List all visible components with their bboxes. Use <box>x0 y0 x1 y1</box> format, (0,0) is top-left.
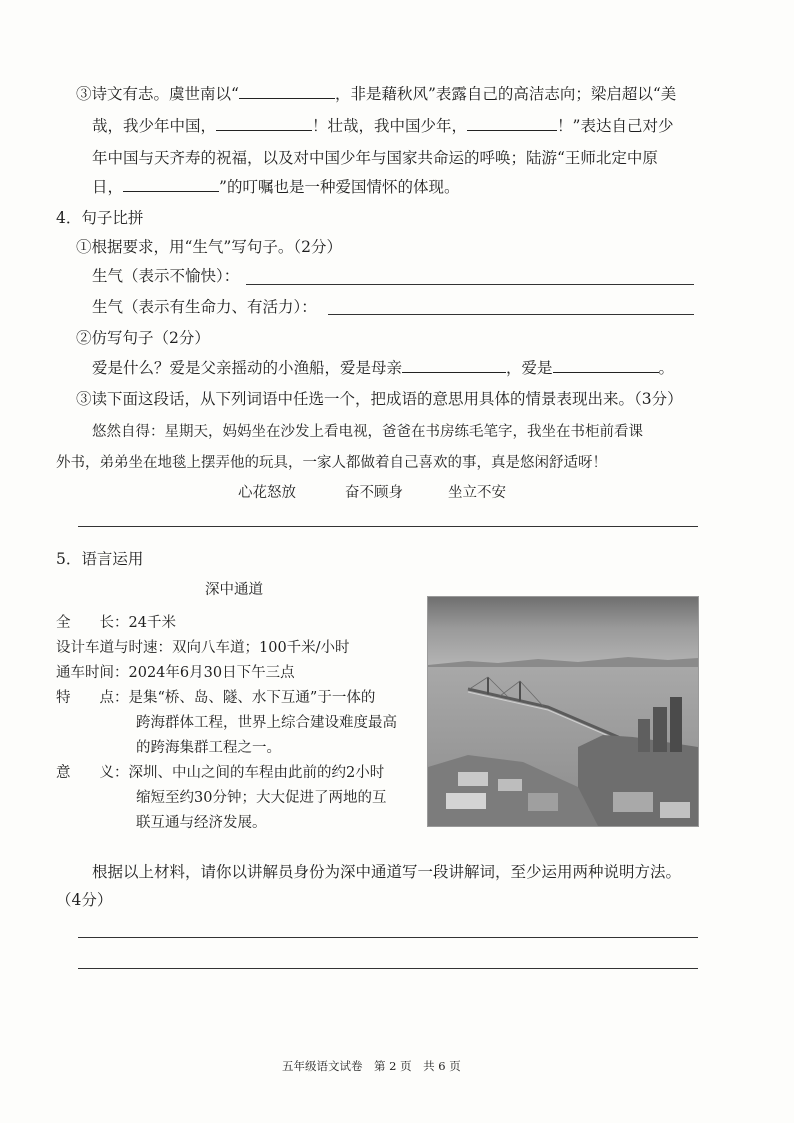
q5-title: 5．语言运用 <box>56 550 144 568</box>
answer-blank[interactable] <box>216 116 312 131</box>
q4-part1a-label: 生气（表示不愉快）： <box>92 267 240 285</box>
answer-blank[interactable] <box>553 358 659 373</box>
answer-blank[interactable] <box>123 177 219 192</box>
bridge-photo-illustration <box>428 597 698 826</box>
q3-line-3: 年中国与天齐寿的祝福，以及对中国少年与国家共命运的呼唤；陆游“王师北定中原 <box>92 149 658 167</box>
info-row: 特 点：是集“桥、岛、隧、水下互通”于一体的 <box>56 690 376 706</box>
answer-line[interactable] <box>78 526 698 527</box>
answer-line[interactable] <box>78 937 698 938</box>
q3-line-1: ③诗文有志。虞世南以“ ，非是藉秋风”表露自己的高洁志向；梁启超以“美 <box>76 85 677 103</box>
idiom-option-2: 奋不顾身 <box>345 485 403 501</box>
q4-paragraph-line-2: 外书，弟弟坐在地毯上摆弄他的玩具，一家人都做着自己喜欢的事，真是悠闲舒适呀！ <box>56 455 607 471</box>
info-row: 意 义：深圳、中山之间的车程由此前的约2小时 <box>56 765 385 781</box>
q4-part3: ③读下面这段话，从下列词语中任选一个，把成语的意思用具体的情景表现出来。（3分） <box>76 390 683 408</box>
info-caption: 深中通道 <box>205 582 263 598</box>
q4-title: 4．句子比拼 <box>56 209 144 227</box>
q5-task: 根据以上材料，请你以讲解员身份为深中通道写一段讲解词，至少运用两种说明方法。 <box>92 863 682 881</box>
answer-blank[interactable] <box>467 116 557 131</box>
q3-line-4: 日， ”的叮嘱也是一种爱国情怀的体现。 <box>92 178 460 196</box>
info-row: 设计车道与时速：双向八车道；100千米/小时 <box>56 640 350 656</box>
page-footer: 五年级语文试卷 第 2 页 共 6 页 <box>282 1059 461 1073</box>
q4-part2-sentence: 爱是什么？爱是父亲摇动的小渔船，爱是母亲 ，爱是 。 <box>92 359 675 377</box>
answer-line[interactable] <box>328 314 694 315</box>
info-row-continued: 跨海群体工程，世界上综合建设难度最高 <box>136 715 397 731</box>
q4-paragraph-line-1: 悠然自得：星期天，妈妈坐在沙发上看电视，爸爸在书房练毛笔字，我坐在书柜前看课 <box>92 424 643 440</box>
info-row-continued: 联互通与经济发展。 <box>136 815 267 831</box>
idiom-option-1: 心花怒放 <box>238 485 296 501</box>
q4-part1b-label: 生气（表示有生命力、有活力）： <box>92 298 317 316</box>
info-row: 全 长：24千米 <box>56 615 176 631</box>
info-row: 通车时间：2024年6月30日下午三点 <box>56 665 295 681</box>
q4-part2: ②仿写句子（2分） <box>76 329 210 347</box>
idiom-option-3: 坐立不安 <box>448 485 506 501</box>
info-row-continued: 缩短至约30分钟；大大促进了两地的互 <box>136 790 387 806</box>
answer-blank[interactable] <box>239 84 335 99</box>
info-row-continued: 的跨海集群工程之一。 <box>136 740 281 756</box>
q3-line-2: 哉，我少年中国， ！壮哉，我中国少年， ！”表达自己对少 <box>92 117 674 135</box>
q5-score: （4分） <box>56 891 113 909</box>
answer-line[interactable] <box>246 284 694 285</box>
answer-blank[interactable] <box>402 358 506 373</box>
answer-line[interactable] <box>78 968 698 969</box>
q4-part1: ①根据要求，用“生气”写句子。（2分） <box>76 238 342 256</box>
bridge-photo <box>427 596 699 827</box>
